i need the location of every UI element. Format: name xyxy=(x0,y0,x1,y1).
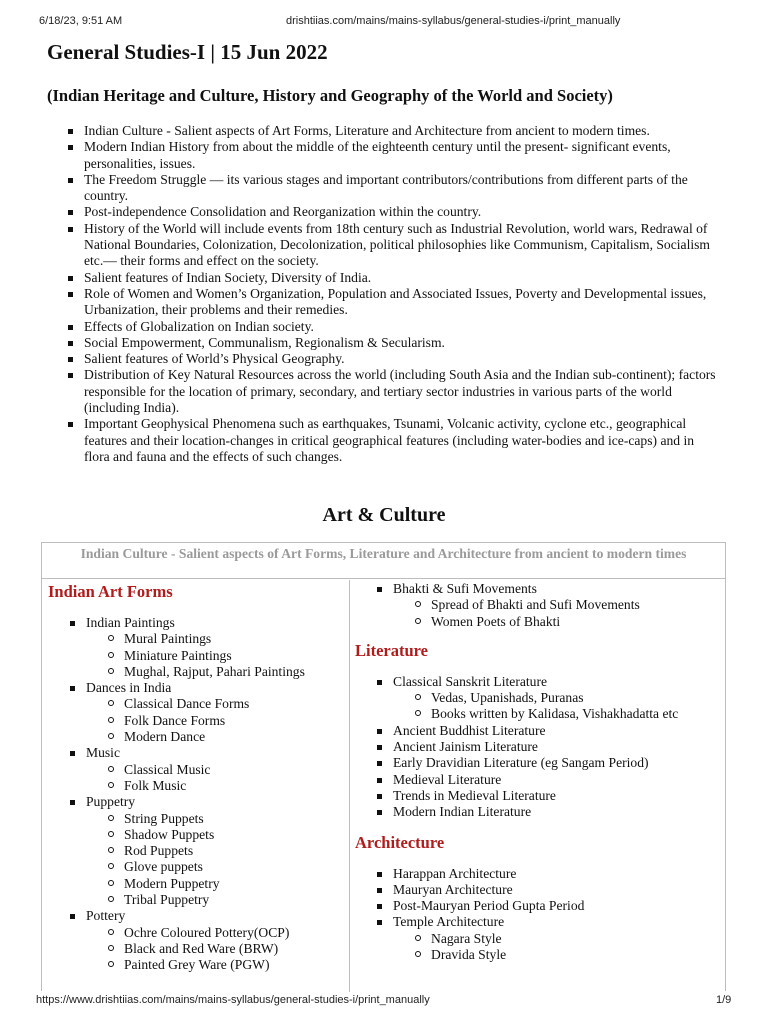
subtopic-item: Nagara Style xyxy=(355,931,723,947)
syllabus-item: Indian Culture - Salient aspects of Art Forms, Literature and Architecture from ancient to modern times. xyxy=(48,123,718,139)
topic-item: Temple Architecture xyxy=(355,914,723,930)
syllabus-item: The Freedom Struggle — its various stages and important contributors/contributions from different parts of the country. xyxy=(48,172,718,205)
subtopic-item: Mughal, Rajput, Pahari Paintings xyxy=(48,664,346,680)
table-header: Indian Culture - Salient aspects of Art Forms, Literature and Architecture from ancient to modern times xyxy=(42,543,725,579)
subtopic-item: Spread of Bhakti and Sufi Movements xyxy=(355,597,723,613)
subtopic-item: Modern Dance xyxy=(48,729,346,745)
art-forms-list xyxy=(48,615,346,974)
topic-item: Mauryan Architecture xyxy=(355,882,723,898)
topic-item: Classical Sanskrit Literature xyxy=(355,674,723,690)
heading-indian-art-forms: Indian Art Forms xyxy=(48,582,173,601)
syllabus-item: Post-independence Consolidation and Reorganization within the country. xyxy=(48,204,718,220)
subtopic-item: Classical Dance Forms xyxy=(48,696,346,712)
subtopic-item: Classical Music xyxy=(48,762,346,778)
page-subtitle: (Indian Heritage and Culture, History and Geography of the World and Society) xyxy=(47,86,613,105)
topic-item: Ancient Buddhist Literature xyxy=(355,723,723,739)
print-header-url: drishtiias.com/mains/mains-syllabus/general-studies-i/print_manually xyxy=(286,15,621,27)
topic-item: Puppetry xyxy=(48,794,346,810)
subtopic-item: Dravida Style xyxy=(355,947,723,963)
subtopic-item: Modern Puppetry xyxy=(48,876,346,892)
column-divider xyxy=(349,580,350,992)
topic-item: Harappan Architecture xyxy=(355,866,723,882)
topic-item: Pottery xyxy=(48,908,346,924)
syllabus-item: History of the World will include events from 18th century such as Industrial Revolution, world wars, Redrawal of National Boundaries, Colonization, Decolonization, political philosophies like Communism, Capitalism, Socialism etc.— their forms and effect on the society. xyxy=(48,221,718,270)
topic-item: Medieval Literature xyxy=(355,772,723,788)
heading-architecture: Architecture xyxy=(355,832,445,852)
subtopic-item: Folk Dance Forms xyxy=(48,713,346,729)
subtopic-item: Books written by Kalidasa, Vishakhadatta etc xyxy=(355,706,723,722)
syllabus-item: Salient features of Indian Society, Diversity of India. xyxy=(48,270,718,286)
literature-list xyxy=(355,674,723,821)
section-heading-art-culture: Art & Culture xyxy=(322,504,446,526)
art-culture-table xyxy=(41,542,726,991)
subtopic-item: Mural Paintings xyxy=(48,631,346,647)
architecture-list xyxy=(355,866,723,964)
left-column xyxy=(48,581,346,974)
heading-literature: Literature xyxy=(355,640,429,660)
topic-item: Bhakti & Sufi Movements xyxy=(355,581,723,597)
topic-item: Early Dravidian Literature (eg Sangam Period) xyxy=(355,755,723,771)
bhakti-list xyxy=(355,581,723,630)
subtopic-item: Black and Red Ware (BRW) xyxy=(48,941,346,957)
print-page-count: 1/9 xyxy=(716,994,732,1006)
syllabus-item: Distribution of Key Natural Resources across the world (including South Asia and the Indian sub-continent); factors responsible for the location of primary, secondary, and tertiary sector industries in various parts of the world (including India). xyxy=(48,367,718,416)
syllabus-item: Salient features of World’s Physical Geography. xyxy=(48,351,718,367)
subtopic-item: Ochre Coloured Pottery(OCP) xyxy=(48,925,346,941)
topic-item: Ancient Jainism Literature xyxy=(355,739,723,755)
subtopic-item: Glove puppets xyxy=(48,859,346,875)
subtopic-item: Vedas, Upanishads, Puranas xyxy=(355,690,723,706)
subtopic-item: Tribal Puppetry xyxy=(48,892,346,908)
subtopic-item: Folk Music xyxy=(48,778,346,794)
topic-item: Modern Indian Literature xyxy=(355,804,723,820)
syllabus-item: Social Empowerment, Communalism, Regionalism & Secularism. xyxy=(48,335,718,351)
topic-item: Trends in Medieval Literature xyxy=(355,788,723,804)
print-timestamp: 6/18/23, 9:51 AM xyxy=(39,15,123,27)
topic-item: Indian Paintings xyxy=(48,615,346,631)
subtopic-item: String Puppets xyxy=(48,811,346,827)
topic-item: Dances in India xyxy=(48,680,346,696)
syllabus-item: Important Geophysical Phenomena such as earthquakes, Tsunami, Volcanic activity, cyclone etc., geographical features and their location-changes in critical geographical features (including water-bodies and ice-caps) and in flora and fauna and the effects of such changes. xyxy=(48,416,718,465)
syllabus-list xyxy=(48,123,718,465)
syllabus-item: Role of Women and Women’s Organization, Population and Associated Issues, Poverty and Developmental issues, Urbanization, their problems and their remedies. xyxy=(48,286,718,319)
topic-item: Post-Mauryan Period Gupta Period xyxy=(355,898,723,914)
subtopic-item: Rod Puppets xyxy=(48,843,346,859)
subtopic-item: Miniature Paintings xyxy=(48,648,346,664)
print-footer-url: https://www.drishtiias.com/mains/mains-syllabus/general-studies-i/print_manually xyxy=(36,994,430,1006)
subtopic-item: Women Poets of Bhakti xyxy=(355,614,723,630)
syllabus-item: Modern Indian History from about the middle of the eighteenth century until the present- significant events, personalities, issues. xyxy=(48,139,718,172)
subtopic-item: Painted Grey Ware (PGW) xyxy=(48,957,346,973)
page-title: General Studies-I | 15 Jun 2022 xyxy=(47,40,328,64)
syllabus-item: Effects of Globalization on Indian society. xyxy=(48,319,718,335)
topic-item: Music xyxy=(48,745,346,761)
right-column xyxy=(355,581,723,963)
subtopic-item: Shadow Puppets xyxy=(48,827,346,843)
